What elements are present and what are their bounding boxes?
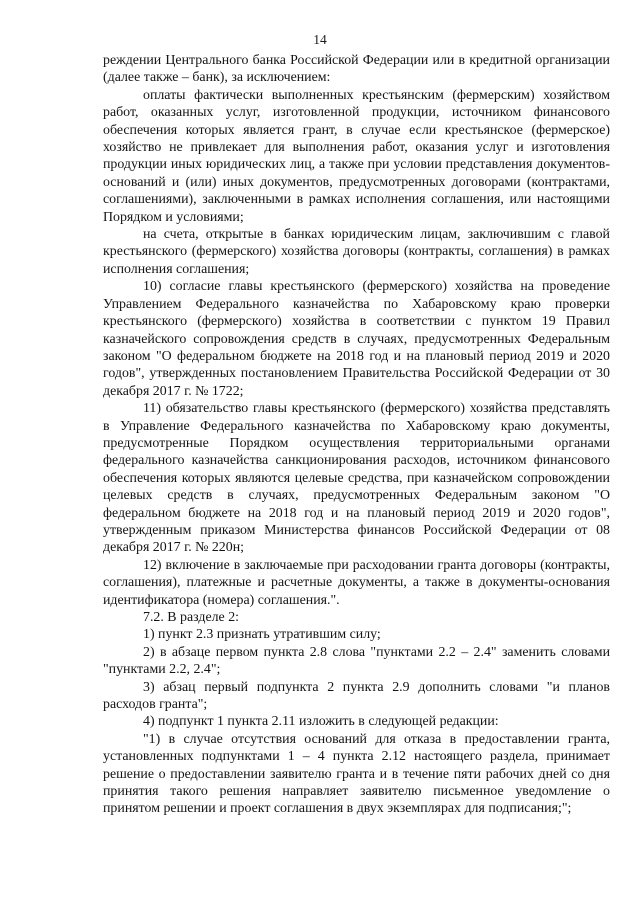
paragraph-subitem-1: 1) пункт 2.3 признать утратившим силу;: [143, 627, 381, 643]
page-number: 14: [313, 32, 327, 47]
paragraph-exception-payment: оплаты фактически выполненных крестьянским (фермерским) хозяйством работ, оказанных услуг, изготовленной продукции, источником финансового обеспечения которых является грант, в случае если крестьянское (фермерское) хозяйство не привлекает для выполнения работ, оказания услуг и изготовления продукции иных юридических лиц, а также при условии представления документов-оснований и (или) иных документов, предусмотренных договорами (контрактами, соглашениями), заключенными в рамках исполнения соглашения, или настоящими Порядком и условиями;: [103, 87, 610, 225]
paragraph-quoted-text: "1) в случае отсутствия оснований для отказа в предоставлении гранта, установленных подпунктами 1 – 4 пункта 2.12 настоящего раздела, принимает решение о предоставлении заявителю гранта и в течение пяти рабочих дней со дня принятия такого решения направляет заявителю письменное уведомление о принятом решении и проект соглашения в двух экземплярах для подписания;";: [103, 731, 610, 817]
paragraph-subitem-4: 4) подпункт 1 пункта 2.11 изложить в следующей редакции:: [143, 714, 499, 730]
document-body: [103, 52, 610, 818]
paragraph-section-7-2: 7.2. В разделе 2:: [143, 610, 239, 625]
paragraph-item-10: 10) согласие главы крестьянского (фермерского) хозяйства на проведение Управлением Федерального казначейства по Хабаровскому краю проверки крестьянского (фермерского) хозяйства в соответствии с пунктом 19 Правил казначейского сопровождения средств в случаях, предусмотренных Федеральным законом "О федеральном бюджете на 2018 год и на плановый период 2019 и 2020 годов", утвержденных постановлением Правительства Российской Федерации от 30 декабря 2017 г. № 1722;: [103, 279, 610, 399]
paragraph-subitem-3: 3) абзац первый подпункта 2 пункта 2.9 дополнить словами "и планов расходов гранта";: [103, 679, 610, 713]
paragraph-item-11: 11) обязательство главы крестьянского (фермерского) хозяйства представлять в Управление Федерального казначейства по Хабаровскому краю документы, предусмотренные Порядком осуществления территориальными органами федерального казначейства санкционирования расходов, источником финансового обеспечения которых являются целевые средства, при казначейском сопровождении целевых средств в случаях, предусмотренных Федеральным законом "О федеральном бюджете на 2018 год и на плановый период 2019 и 2020 годов", утвержденным приказом Министерства финансов Российской Федерации от 08 декабря 2017 г. № 220н;: [103, 401, 610, 556]
paragraph-exception-accounts: на счета, открытые в банках юридическим лицам, заключившим с главой крестьянского (фермерского) хозяйства договоры (контракты, соглашения) в рамках исполнения соглашения;: [103, 227, 610, 277]
paragraph-item-12: 12) включение в заключаемые при расходовании гранта договоры (контракты, соглашения), платежные и расчетные документы, а также в документы-основания идентификатора (номера) соглашения.".: [103, 557, 610, 608]
paragraph-subitem-2: 2) в абзаце первом пункта 2.8 слова "пунктами 2.2 – 2.4" заменить словами "пунктами 2.2, 2.4";: [103, 644, 610, 678]
paragraph-continuation: реждении Центрального банка Российской Федерации или в кредитной организации (далее также – банк), за исключением:: [103, 53, 610, 86]
